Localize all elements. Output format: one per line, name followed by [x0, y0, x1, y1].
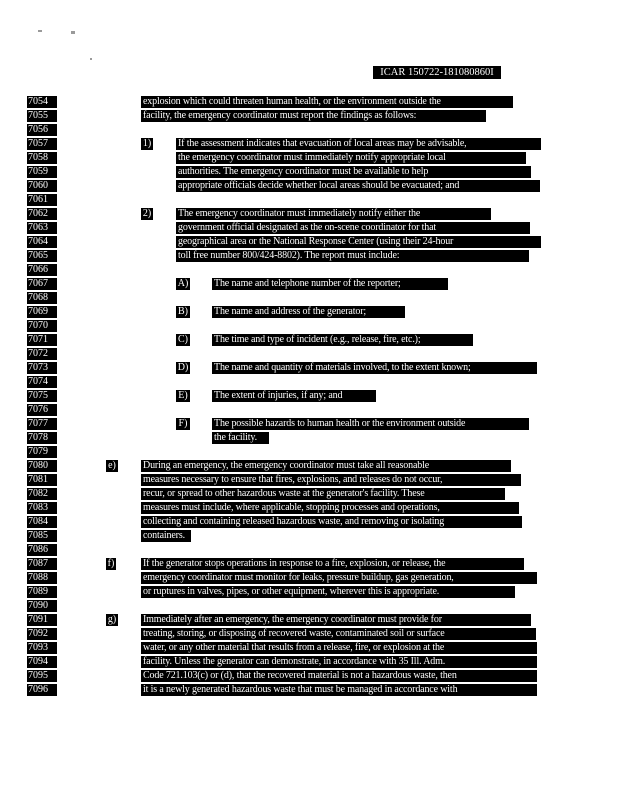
- text-line: If the generator stops operations in response to a fire, explosion, or release, the: [141, 558, 524, 570]
- line-number: 7080: [27, 460, 57, 472]
- line-number: 7081: [27, 474, 57, 486]
- text-line: explosion which could threaten human health, or the environment outside the: [141, 96, 513, 108]
- line-number: 7074: [27, 376, 57, 388]
- line-number: 7059: [27, 166, 57, 178]
- list-marker: E): [176, 390, 190, 402]
- line-number: 7057: [27, 138, 57, 150]
- text-line: facility. Unless the generator can demonstrate, in accordance with 35 Ill. Adm.: [141, 656, 537, 668]
- text-line: The time and type of incident (e.g., release, fire, etc.);: [212, 334, 473, 346]
- line-number: 7068: [27, 292, 57, 304]
- list-marker: 1): [142, 138, 152, 149]
- text-line: Code 721.103(c) or (d), that the recovered material is not a hazardous waste, then: [141, 670, 537, 682]
- line-number: 7089: [27, 586, 57, 598]
- scan-speck: [38, 30, 42, 32]
- text-line: collecting and containing released hazardous waste, and removing or isolating: [141, 516, 522, 528]
- text-line: toll free number 800/424-8802). The report must include:: [176, 250, 529, 262]
- list-marker: C): [178, 334, 188, 345]
- line-number: 7073: [27, 362, 57, 374]
- text-line: The name and quantity of materials involved, to the extent known;: [212, 362, 537, 374]
- list-marker: D): [177, 362, 189, 373]
- text-line: recur, or spread to other hazardous waste at the generator's facility. These: [141, 488, 505, 500]
- list-marker: F): [176, 418, 190, 430]
- document-identifier: ICAR 150722-181080860I: [373, 66, 501, 79]
- line-number: 7060: [27, 180, 57, 192]
- line-number: 7069: [27, 306, 57, 318]
- line-number: 7072: [27, 348, 57, 360]
- list-marker: B): [178, 306, 188, 317]
- text-line: government official designated as the on-scene coordinator for that: [176, 222, 530, 234]
- text-line: or ruptures in valves, pipes, or other equipment, wherever this is appropriate.: [141, 586, 515, 598]
- line-number: 7079: [27, 446, 57, 458]
- line-number: 7085: [27, 530, 57, 542]
- line-number: 7054: [27, 96, 57, 108]
- line-number: 7091: [27, 614, 57, 626]
- line-number: 7076: [27, 404, 57, 416]
- line-number: 7087: [27, 558, 57, 570]
- line-number: 7055: [27, 110, 57, 122]
- line-number: 7095: [27, 670, 57, 682]
- text-line: the facility.: [212, 432, 269, 444]
- text-line: The emergency coordinator must immediately notify either the: [176, 208, 491, 220]
- scan-speck: [71, 31, 75, 34]
- line-number: 7077: [27, 418, 57, 430]
- text-line: facility, the emergency coordinator must report the findings as follows:: [141, 110, 486, 122]
- text-line: containers.: [141, 530, 191, 542]
- line-number: 7092: [27, 628, 57, 640]
- line-number: 7062: [27, 208, 57, 220]
- text-line: measures must include, where applicable, stopping processes and operations,: [141, 502, 519, 514]
- text-line: it is a newly generated hazardous waste that must be managed in accordance with: [141, 684, 537, 696]
- text-line: geographical area or the National Response Center (using their 24-hour: [176, 236, 541, 248]
- line-number: 7058: [27, 152, 57, 164]
- line-number: 7078: [27, 432, 57, 444]
- text-line: The possible hazards to human health or the environment outside: [212, 418, 529, 430]
- line-number: 7070: [27, 320, 57, 332]
- text-line: Immediately after an emergency, the emergency coordinator must provide for: [141, 614, 531, 626]
- list-marker: f): [107, 558, 115, 569]
- line-number: 7063: [27, 222, 57, 234]
- line-number: 7082: [27, 488, 57, 500]
- line-number: 7061: [27, 194, 57, 206]
- text-line: The name and telephone number of the reporter;: [212, 278, 448, 290]
- line-number: 7088: [27, 572, 57, 584]
- line-number: 7094: [27, 656, 57, 668]
- text-line: the emergency coordinator must immediately notify appropriate local: [176, 152, 526, 164]
- text-line: measures necessary to ensure that fires, explosions, and releases do not occur,: [141, 474, 521, 486]
- line-number: 7075: [27, 390, 57, 402]
- line-number: 7071: [27, 334, 57, 346]
- scan-speck: [90, 58, 92, 60]
- list-marker: g): [107, 614, 117, 625]
- text-line: water, or any other material that results from a release, fire, or explosion at the: [141, 642, 537, 654]
- text-line: The name and address of the generator;: [212, 306, 405, 318]
- line-number: 7096: [27, 684, 57, 696]
- line-number: 7090: [27, 600, 57, 612]
- line-number: 7093: [27, 642, 57, 654]
- text-line: appropriate officials decide whether local areas should be evacuated; and: [176, 180, 540, 192]
- text-line: During an emergency, the emergency coordinator must take all reasonable: [141, 460, 511, 472]
- text-line: The extent of injuries, if any; and: [212, 390, 376, 402]
- line-number: 7086: [27, 544, 57, 556]
- line-number: 7084: [27, 516, 57, 528]
- list-marker: A): [177, 278, 189, 289]
- text-line: emergency coordinator must monitor for leaks, pressure buildup, gas generation,: [141, 572, 537, 584]
- line-number: 7083: [27, 502, 57, 514]
- text-line: authorities. The emergency coordinator must be available to help: [176, 166, 531, 178]
- line-number: 7065: [27, 250, 57, 262]
- line-number: 7067: [27, 278, 57, 290]
- text-line: If the assessment indicates that evacuation of local areas may be advisable,: [176, 138, 541, 150]
- line-number: 7064: [27, 236, 57, 248]
- line-number: 7066: [27, 264, 57, 276]
- list-marker: e): [106, 460, 118, 472]
- list-marker: 2): [142, 208, 152, 219]
- line-number: 7056: [27, 124, 57, 136]
- text-line: treating, storing, or disposing of recovered waste, contaminated soil or surface: [141, 628, 536, 640]
